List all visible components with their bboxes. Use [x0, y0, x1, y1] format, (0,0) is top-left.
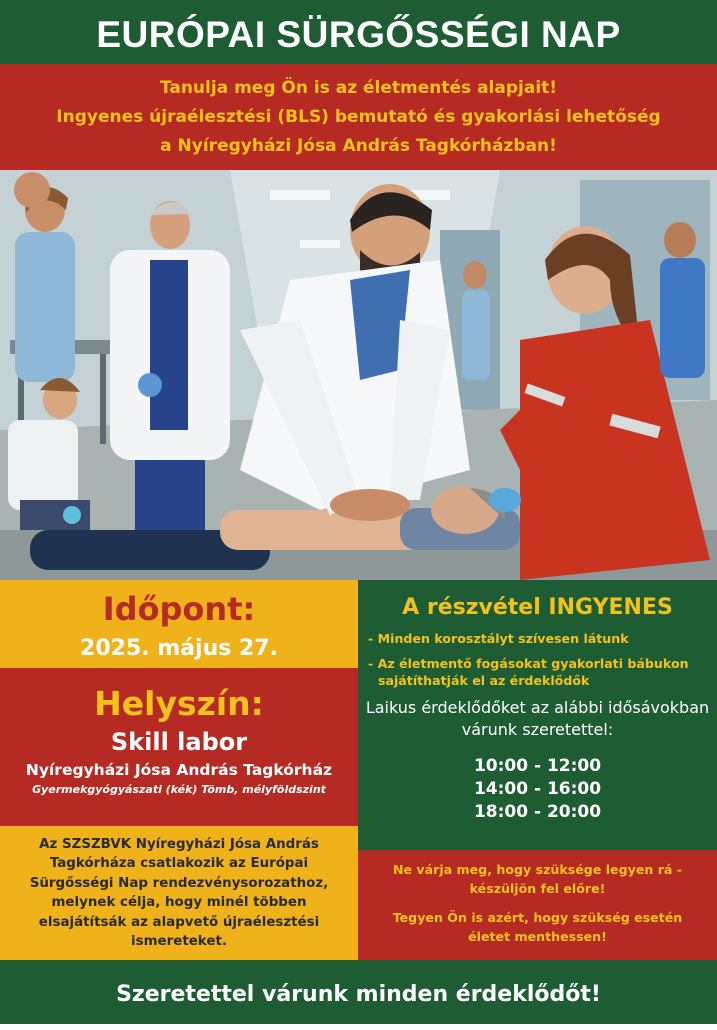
cpr-scene-illustration [0, 170, 717, 580]
time-slot-1: 10:00 - 12:00 [473, 756, 602, 776]
subtitle-line-1: Tanulja meg Ön is az életmentés alapjait! [159, 77, 558, 98]
participation-section [358, 580, 717, 850]
notice-line-2: Tegyen Ön is azért, hogy szükség esetén életet menthessen! [392, 910, 683, 944]
info-text: Az SZSZBVK Nyíregyházi Jósa András Tagkórháza csatlakozik az Európai Sürgősségi Nap rendezvénysorozathoz, melynek célja, hogy minél többen elsajátítsák az alapvető újraélesztési ismereteket. [29, 836, 329, 949]
footer-text: Szeretettel várunk minden érdeklődőt! [116, 982, 601, 1007]
location-name: Skill labor [110, 728, 248, 756]
time-slots-intro: Laikus érdeklődőket az alábbi idősávokban várunk szeretettel: [365, 698, 710, 739]
cpr-scene-photo [0, 170, 717, 580]
event-date: 2025. május 27. [80, 636, 278, 661]
time-slot-2: 14:00 - 16:00 [473, 779, 602, 799]
poster-title: EURÓPAI SÜRGŐSSÉGI NAP [96, 14, 621, 55]
location-section [0, 668, 358, 826]
time-slot-3: 18:00 - 20:00 [473, 802, 602, 822]
notice-line-1: Ne várja meg, hogy szüksége legyen rá - készüljön fel előre! [392, 862, 683, 896]
time-slots [358, 755, 717, 824]
info-section [0, 826, 358, 960]
participation-list [358, 630, 717, 689]
participation-bullet-1: - Minden korosztályt szívesen látunk [368, 631, 629, 646]
participation-heading: A részvétel INGYENES [402, 595, 673, 620]
date-label: Időpont: [102, 590, 256, 628]
subtitle-banner [0, 64, 717, 170]
participation-bullet-2: - Az életmentő fogásokat gyakorlati bábukon sajátíthatják el az érdeklődők [368, 656, 689, 688]
title-banner [0, 0, 717, 64]
location-label: Helyszín: [94, 684, 264, 723]
subtitle-line-2: Ingyenes újraélesztési (BLS) bemutató és gyakorlási lehetőség [56, 106, 661, 127]
notice-section [358, 850, 717, 960]
subtitle-line-3: a Nyíregyházi Jósa András Tagkórházban! [160, 135, 557, 156]
footer-banner [0, 960, 717, 1024]
building-detail: Gyermekgyógyászati (kék) Tömb, mélyföldszint [32, 783, 326, 796]
date-section [0, 580, 358, 668]
institution-name: Nyíregyházi Jósa András Tagkórház [25, 761, 333, 779]
